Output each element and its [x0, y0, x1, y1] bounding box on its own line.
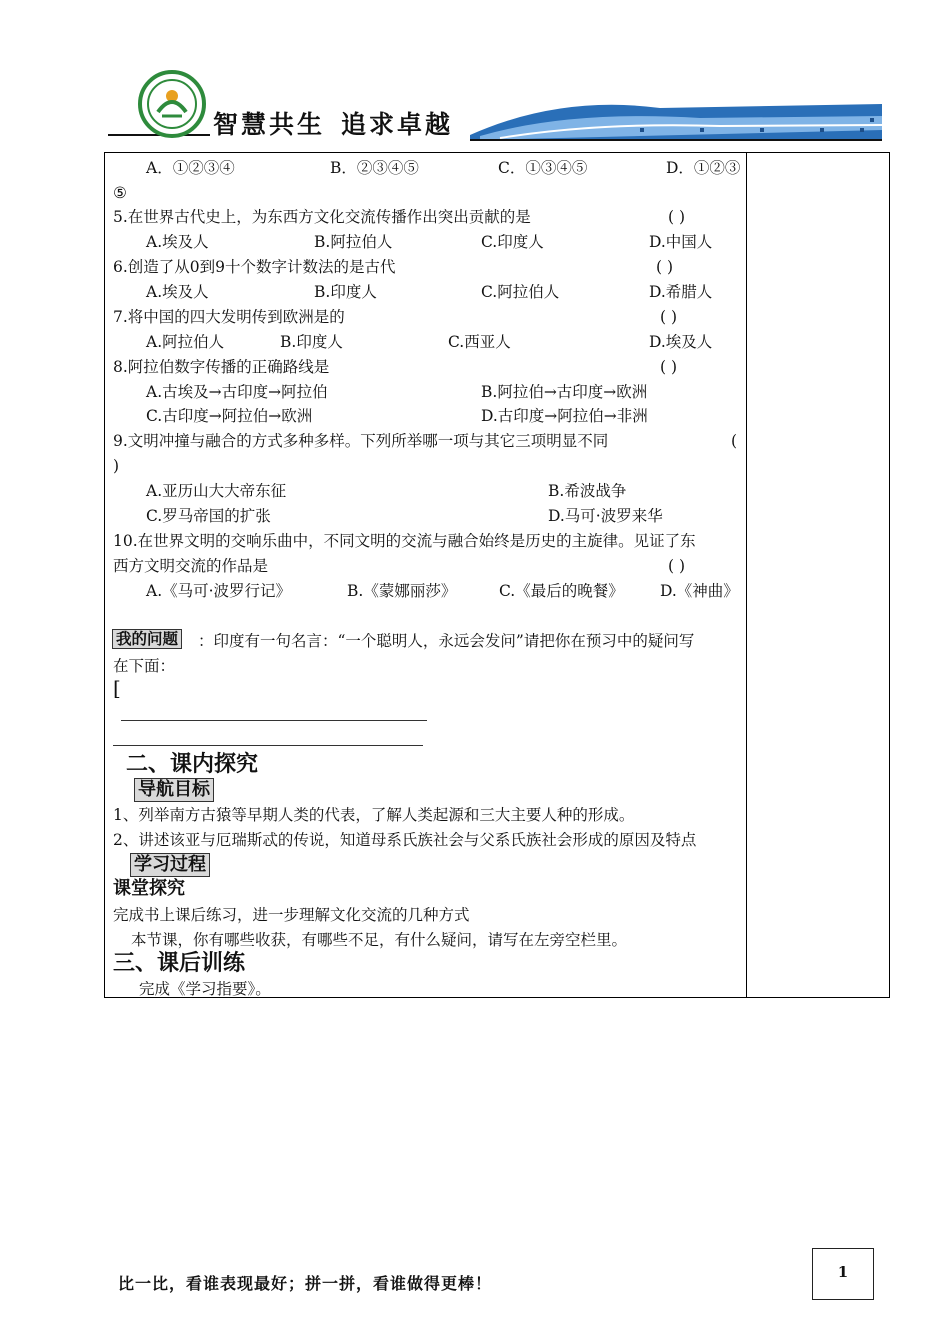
q7-option-a: A.阿拉伯人	[146, 333, 225, 351]
slogan-left: 智慧共生	[213, 110, 326, 139]
text-cursor-mark: [	[113, 676, 121, 700]
school-logo-icon	[140, 72, 204, 136]
q6-option-a: A.埃及人	[146, 283, 209, 301]
q8-option-d: D.古印度→阿拉伯→非洲	[481, 407, 648, 425]
q10-option-c: C.《最后的晚餐》	[499, 582, 624, 600]
q4-option-a: A．①②③④	[146, 159, 235, 177]
page-number-box	[812, 1248, 874, 1300]
my-question-label: 我的问题	[112, 629, 182, 649]
header-slogan	[213, 105, 469, 141]
q9-option-d: D.马可·波罗来华	[548, 507, 663, 525]
question-8: 8.阿拉伯数字传播的正确路线是	[113, 358, 330, 376]
answer-line-1[interactable]	[121, 720, 427, 721]
q7-option-c: C.西亚人	[448, 333, 511, 351]
goal-2: 2、讲述该亚与厄瑞斯忒的传说，知道母系氏族社会与父系氏族社会形成的原因及特点	[113, 831, 697, 849]
q9-paren-close: )	[113, 457, 120, 475]
q5-option-c: C.印度人	[481, 233, 544, 251]
q5-option-b: B.阿拉伯人	[314, 233, 393, 251]
q10-option-b: B.《蒙娜丽莎》	[347, 582, 457, 600]
my-question-text-2: 在下面：	[113, 657, 176, 675]
question-6: 6.创造了从0到9十个数字计数法的是古代	[113, 258, 396, 276]
q10-option-a: A.《马可·波罗行记》	[146, 582, 292, 600]
goal-1: 1、列举南方古猿等早期人类的代表，了解人类起源和三大主要人种的形成。	[113, 806, 635, 824]
question-5: 5.在世界古代史上，为东西方文化交流传播作出突出贡献的是	[113, 208, 531, 226]
q7-answer-blank: ( )	[660, 308, 678, 326]
reflection-text: 本节课，你有哪些收获，有哪些不足，有什么疑问，请写在左旁空栏里。	[131, 931, 628, 949]
q9-option-a: A.亚历山大大帝东征	[146, 482, 287, 500]
q4-option-d-wrap: ⑤	[113, 184, 127, 202]
q8-option-b: B.阿拉伯→古印度→欧洲	[481, 383, 648, 401]
after-class-text: 完成《学习指要》。	[139, 980, 271, 998]
study-process-label: 学习过程	[130, 853, 210, 877]
q10-option-d: D.《神曲》	[660, 582, 739, 600]
question-10-line2: 西方文明交流的作品是	[113, 557, 269, 575]
slogan-right: 追求卓越	[341, 110, 454, 139]
page-header	[0, 0, 950, 150]
section-2-title: 二、课内探究	[126, 752, 259, 777]
question-9: 9.文明冲撞与融合的方式多种多样。下列所举哪一项与其它三项明显不同	[113, 432, 609, 450]
q8-answer-blank: ( )	[660, 358, 678, 376]
header-graphic	[0, 0, 950, 150]
answer-line-2[interactable]	[113, 745, 423, 746]
q6-option-c: C.阿拉伯人	[481, 283, 560, 301]
q7-option-b: B.印度人	[280, 333, 343, 351]
my-question-text: ：印度有一句名言：“一个聪明人，永远会发问”请把你在预习中的疑问写	[198, 632, 695, 650]
footer-motto: 比一比，看谁表现最好；拼一拼，看谁做得更棒！	[118, 1274, 493, 1293]
q5-answer-blank: ( )	[668, 208, 686, 226]
question-10-line1: 10.在世界文明的交响乐曲中，不同文明的交流与融合始终是历史的主旋律。见证了东	[113, 532, 696, 550]
q8-option-a: A.古埃及→古印度→阿拉伯	[146, 383, 328, 401]
q5-option-d: D.中国人	[649, 233, 713, 251]
q7-option-d: D.埃及人	[649, 333, 713, 351]
notes-column-divider	[746, 152, 747, 998]
q9-option-b: B.希波战争	[548, 482, 627, 500]
question-7: 7.将中国的四大发明传到欧洲是的	[113, 308, 345, 326]
nav-goal-label: 导航目标	[134, 778, 214, 802]
class-inquiry-label: 课堂探究	[113, 878, 185, 899]
q4-option-b: B．②③④⑤	[330, 159, 419, 177]
class-inquiry-text: 完成书上课后练习，进一步理解文化交流的几种方式	[113, 906, 470, 924]
q5-option-a: A.埃及人	[146, 233, 209, 251]
q9-paren-open: (	[731, 432, 738, 450]
q6-option-b: B.印度人	[314, 283, 377, 301]
page-number: 1	[837, 1263, 849, 1281]
q6-answer-blank: ( )	[656, 258, 674, 276]
q9-option-c: C.罗马帝国的扩张	[146, 507, 271, 525]
section-3-title: 三、课后训练	[113, 951, 246, 976]
q6-option-d: D.希腊人	[649, 283, 713, 301]
q4-option-c: C．①③④⑤	[498, 159, 588, 177]
q4-option-d: D．①②③	[666, 159, 741, 177]
q10-answer-blank: ( )	[668, 557, 686, 575]
q8-option-c: C.古印度→阿拉伯→欧洲	[146, 407, 313, 425]
